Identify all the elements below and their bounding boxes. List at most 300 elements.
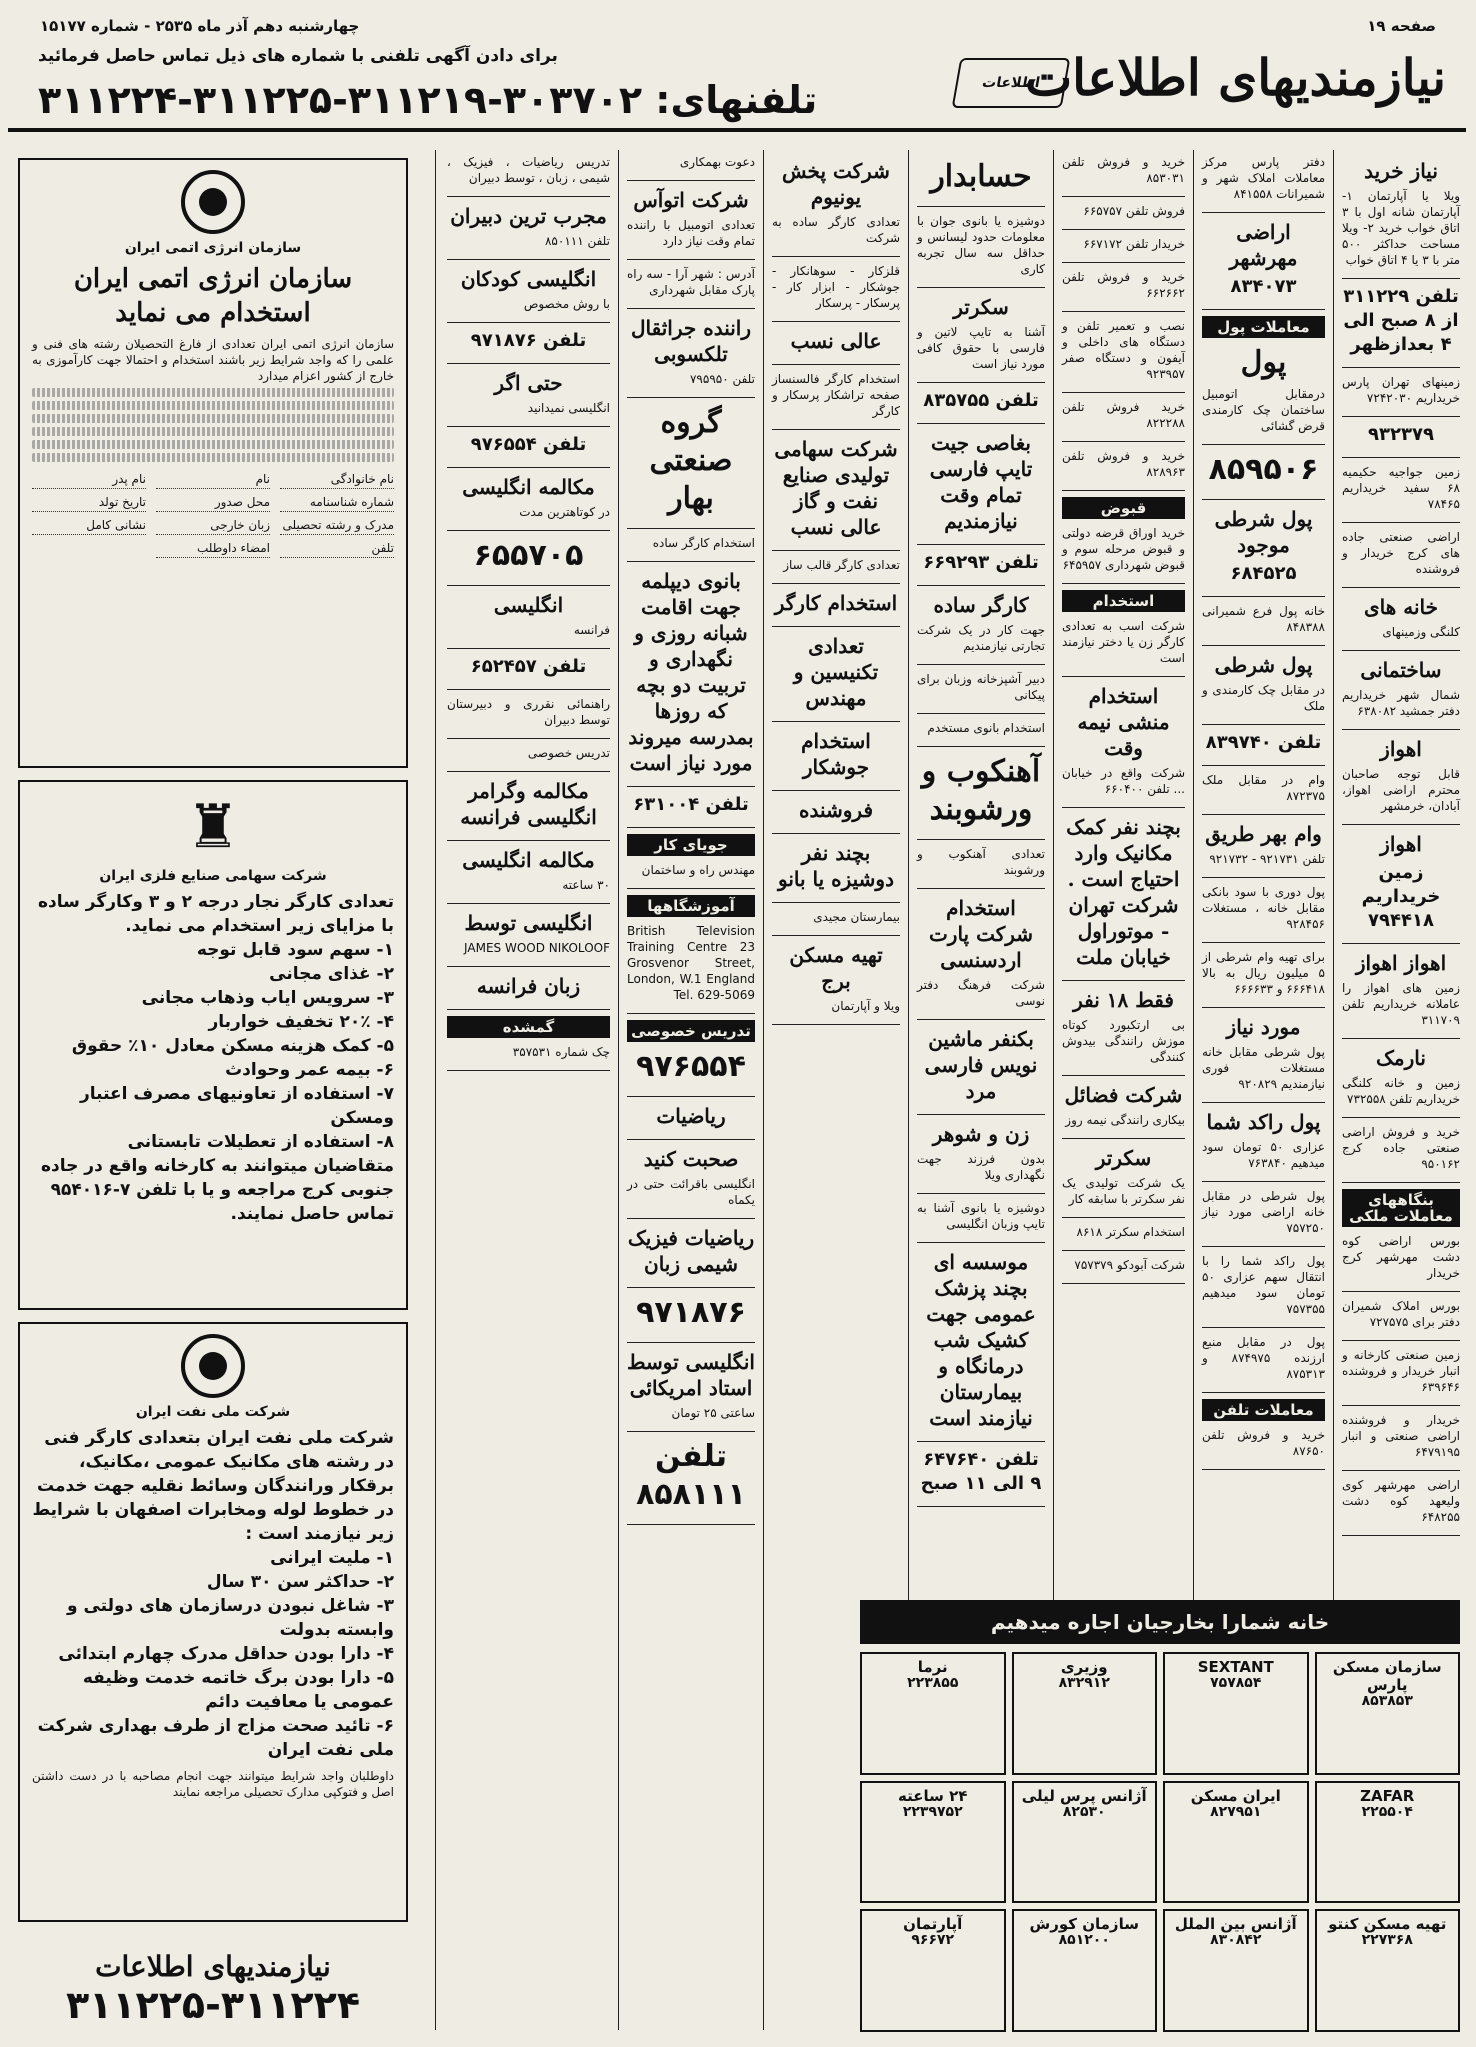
ad-text: دوشیزه یا بانوی آشنا به تایپ وزبان انگلیسی bbox=[917, 1201, 1045, 1231]
ad-heading: استخدام منشی نیمه وقت bbox=[1077, 684, 1170, 760]
ad-separator bbox=[772, 935, 900, 936]
ad-separator bbox=[1342, 1117, 1460, 1118]
classified-ad bbox=[447, 592, 610, 638]
ad-phone: تلفن ۸۳۵۷۵۵ bbox=[923, 390, 1039, 411]
agency-name: آژانس پرس لیلی bbox=[1021, 1786, 1147, 1805]
ad-heading: شرکت سهامی تولیدی صنایع نفت و گاز عالی نسب bbox=[774, 437, 898, 539]
ad-separator bbox=[917, 1114, 1045, 1115]
ad-heading: سکرتر bbox=[1095, 1146, 1152, 1170]
classified-ad bbox=[917, 1121, 1045, 1183]
classified-ad bbox=[772, 633, 900, 711]
ad-logo: عالی نسب bbox=[790, 329, 882, 353]
form-field-label: تاریخ تولد bbox=[32, 495, 146, 512]
classified-ad bbox=[1342, 657, 1460, 719]
ad-separator bbox=[447, 585, 610, 586]
ad-separator bbox=[772, 321, 900, 322]
ad-separator bbox=[1062, 1075, 1185, 1076]
ad-separator bbox=[1062, 1283, 1185, 1284]
ad-separator bbox=[1202, 724, 1325, 725]
ad-text: بدون فرزند جهت نگهداری ویلا bbox=[917, 1152, 1045, 1182]
classified-ad bbox=[917, 1448, 1045, 1496]
classified-ad bbox=[447, 1044, 610, 1060]
ad-text: خریدار تلفن ۶۶۷۱۷۲ bbox=[1083, 237, 1185, 251]
classified-ad bbox=[772, 436, 900, 540]
page-header-line bbox=[40, 14, 1436, 38]
ad-heading: انگلیسی کودکان bbox=[460, 267, 597, 291]
classified-ad bbox=[772, 942, 900, 1014]
classified-ad bbox=[1202, 1427, 1325, 1459]
ad-text: خرید فروش تلفن ۸۲۲۲۸۸ bbox=[1062, 400, 1185, 430]
ad-separator bbox=[1202, 309, 1325, 310]
ad-text: قلزکار - سوهانکار - جوشکار - ابزار کار - پرسکار - پرسکار bbox=[772, 264, 900, 310]
ad-separator bbox=[1062, 311, 1185, 312]
form-field-label: زبان خارجی bbox=[156, 518, 270, 535]
ad-separator bbox=[447, 196, 610, 197]
ad-separator bbox=[1342, 1291, 1460, 1292]
ad-text: زمین جواجیه حکیمیه ۶۸ سفید خریداریم ۷۸۴۶۵ bbox=[1342, 465, 1460, 511]
ad-text: زمین صنعتی کارخانه و انبار خریدار و فروشنده ۶۳۹۶۴۶ bbox=[1342, 1348, 1460, 1394]
metal-industries-ad bbox=[18, 780, 408, 1310]
ad-text: شرکت آبودکو ۷۵۷۳۷۹ bbox=[1074, 1258, 1185, 1272]
classified-ad bbox=[772, 263, 900, 311]
ad-separator bbox=[772, 550, 900, 551]
ad-text: JAMES WOOD NIKOLOOF bbox=[464, 941, 610, 955]
benefit-item: ۷- استفاده از تعاونیهای مصرف اعتبار ومسکن bbox=[79, 1084, 394, 1128]
benefit-item: ۳- سرویس ایاب وذهاب مجانی bbox=[141, 988, 394, 1008]
ad-separator bbox=[1342, 1038, 1460, 1039]
ad-heading: مکالمه وگرامر انگلیسی فرانسه bbox=[460, 779, 597, 829]
ad-separator bbox=[772, 256, 900, 257]
ad-text: ساعتی ۲۵ تومان bbox=[671, 1406, 755, 1420]
ad-separator bbox=[917, 1019, 1045, 1020]
ad-text: British Television Training Centre 23 Grosvenor Street, London, W.1 England Tel. 629-5069 bbox=[627, 924, 755, 1002]
ad-headline: سازمان انرژی اتمی ایران bbox=[73, 264, 353, 294]
ad-phone: ۹۷۱۸۷۶ bbox=[636, 1295, 746, 1330]
classified-ad bbox=[627, 1146, 755, 1208]
classified-ad bbox=[1062, 618, 1185, 666]
classified-ad bbox=[1062, 318, 1185, 382]
ad-text: قابل توجه صاحبان محترم اراضی اهواز، آبادان، خرمشهر bbox=[1342, 767, 1460, 813]
ad-separator bbox=[1062, 1138, 1185, 1139]
masthead-subtitle: برای دادن آگهی تلفنی با شماره های ذیل تماس حاصل فرمائید bbox=[38, 46, 558, 66]
ad-separator bbox=[1202, 212, 1325, 213]
ad-separator bbox=[1342, 729, 1460, 730]
ad-phone: ۶۸۴۵۲۵ bbox=[1230, 563, 1297, 584]
classified-ad bbox=[627, 266, 755, 298]
ad-heading: استخدام شرکت پارت اردسنسی bbox=[928, 896, 1034, 972]
ad-separator bbox=[1202, 1327, 1325, 1328]
ad-separator bbox=[1202, 499, 1325, 500]
agency-phone: ۸۵۳۸۵۳ bbox=[1361, 1693, 1413, 1709]
ad-heading: شرکت فضائل bbox=[1064, 1083, 1183, 1107]
form-field-label: محل صدور bbox=[156, 495, 270, 512]
classified-ad bbox=[1062, 987, 1185, 1065]
ad-separator bbox=[447, 771, 610, 772]
classified-ad bbox=[627, 535, 755, 551]
classified-ad bbox=[447, 154, 610, 186]
ad-outro: متقاضیان میتوانند به کارخانه واقع در جاده جنوبی کرج مراجعه و یا با تلفن ۷-۹۵۴۰۱۶ تماس حاصل نمایند. bbox=[40, 1156, 394, 1224]
ad-separator bbox=[1062, 980, 1185, 981]
ad-separator bbox=[772, 626, 900, 627]
ad-heading: زبان فرانسه bbox=[476, 974, 581, 998]
ad-body: سازمان انرژی اتمی ایران تعدادی از فارغ التحصیلان رشته های فنی و علمی را که واجد شرایط زیر باشند استخدام و احتمالا جهت کارآموزی به خارج از کشور اعزام میدارد bbox=[32, 337, 394, 383]
ad-heading: اهواز bbox=[1380, 832, 1422, 856]
ad-heading: صحبت کنید bbox=[643, 1147, 739, 1171]
classified-ad bbox=[1342, 1347, 1460, 1395]
ad-separator bbox=[447, 1009, 610, 1010]
national-oil-ad bbox=[18, 1322, 408, 1922]
ad-text: بورس اراضی کوه دشت مهرشهر کرج خریدار bbox=[1342, 1234, 1460, 1280]
ad-separator bbox=[1342, 522, 1460, 523]
ad-heading: پول bbox=[1240, 345, 1287, 380]
classified-ad bbox=[1062, 1224, 1185, 1240]
ad-heading: استخدام جوشکار bbox=[801, 729, 871, 779]
oil-company-emblem-icon bbox=[181, 1334, 245, 1398]
ad-text: پول دوری با سود بانکی مقابل خانه ، مستغلات ۹۲۸۴۵۶ bbox=[1202, 885, 1325, 931]
column-divider bbox=[763, 150, 764, 2030]
ad-separator bbox=[1342, 416, 1460, 417]
ad-heading: پول شرطی bbox=[1214, 653, 1313, 677]
ad-heading: فقط ۱۸ نفر bbox=[1073, 988, 1174, 1012]
classified-ad bbox=[772, 840, 900, 892]
benefits-list bbox=[32, 938, 394, 1154]
classified-ad bbox=[1202, 506, 1325, 586]
agency-name: ۲۴ ساعته bbox=[898, 1786, 968, 1805]
atomic-energy-emblem-icon bbox=[181, 170, 245, 234]
ad-separator bbox=[627, 1342, 755, 1343]
agency-name: تهیه مسکن کنتو bbox=[1328, 1915, 1447, 1934]
classified-ad bbox=[917, 1200, 1045, 1232]
ad-heading: نیاز خرید bbox=[1364, 159, 1438, 183]
ad-separator bbox=[447, 689, 610, 690]
ad-separator bbox=[1342, 1340, 1460, 1341]
ad-text: استخدام بانوی مستخدم bbox=[927, 721, 1045, 735]
section-title: قبوض bbox=[1062, 497, 1185, 519]
classified-ad bbox=[917, 389, 1045, 413]
ad-text: پول شرطی در مقابل خانه اراضی مورد نیاز ۷۵۷۲۵۰ bbox=[1202, 1189, 1325, 1235]
classified-ad bbox=[1202, 219, 1325, 299]
ad-heading: تعدادی تکنیسین و مهندس bbox=[793, 634, 879, 710]
ad-separator bbox=[447, 903, 610, 904]
form-field-label: نشانی کامل bbox=[32, 518, 146, 535]
ad-separator bbox=[917, 1441, 1045, 1442]
section-title: استخدام bbox=[1062, 590, 1185, 612]
ad-separator bbox=[772, 429, 900, 430]
ad-text: اراضی مهرشهر کوی ولیعهد کوه دشت ۶۴۸۲۵۵ bbox=[1342, 1478, 1460, 1524]
classified-ad bbox=[1062, 154, 1185, 186]
agency-ad bbox=[860, 1909, 1006, 2032]
ad-separator bbox=[1062, 392, 1185, 393]
ad-text: دفتر پارس مرکز معاملات املاک شهر و شمیرانات ۸۴۱۵۵۸ bbox=[1202, 155, 1325, 201]
form-field-label: شماره شناسنامه bbox=[280, 495, 394, 512]
classified-ad bbox=[447, 433, 610, 457]
ad-text: خرید و فروش اراضی صنعتی جاده کرج ۹۵۰۱۶۲ bbox=[1342, 1125, 1460, 1171]
ad-org: سازمان انرژی اتمی ایران bbox=[124, 240, 302, 256]
ad-heading: بغاصی جیت تایپ فارسی تمام وقت نیازمندیم bbox=[929, 431, 1033, 533]
classified-ad bbox=[1342, 1045, 1460, 1107]
agency-ad bbox=[1315, 1909, 1461, 2032]
benefit-item: ۴- ۲۰٪ تخفیف خواربار bbox=[208, 1012, 394, 1032]
benefit-item: ۵- کمک هزینه مسکن معادل ۱۰٪ حقوق bbox=[71, 1036, 394, 1056]
ad-separator bbox=[1062, 1250, 1185, 1251]
ad-separator bbox=[627, 528, 755, 529]
ad-heading: بکنفر ماشین نویس فارسی مرد bbox=[924, 1027, 1038, 1103]
ad-separator bbox=[917, 585, 1045, 586]
masthead bbox=[8, 40, 1466, 132]
classified-ad bbox=[1342, 1412, 1460, 1460]
ad-heading: ساختمانی bbox=[1360, 658, 1442, 682]
ad-separator bbox=[627, 1096, 755, 1097]
ad-text: تدریس خصوصی bbox=[527, 746, 610, 760]
ad-text: پول در مقابل منبع ارزنده ۸۷۴۹۷۵ و ۸۷۵۳۱۳ bbox=[1202, 1335, 1325, 1381]
classified-ad bbox=[627, 862, 755, 878]
masthead-phones: تلفنهای: ۳۰۳۷۰۲-۳۱۱۲۱۹-۳۱۱۲۲۵-۳۱۱۲۲۴ bbox=[38, 78, 818, 122]
ad-heading: اهواز اهواز bbox=[1355, 951, 1447, 975]
agency-phone: ۹۶۶۷۲ bbox=[911, 1932, 955, 1949]
column-divider bbox=[1333, 150, 1334, 1600]
classified-ad bbox=[772, 728, 900, 780]
column-divider bbox=[908, 150, 909, 1600]
ad-text: تعدادی کارگر ساده به شرکت bbox=[772, 215, 900, 245]
classified-ad bbox=[917, 895, 1045, 1009]
ad-separator bbox=[627, 308, 755, 309]
ad-phone: تلفن ۸۳۹۷۴۰ bbox=[1205, 732, 1322, 753]
agency-ad bbox=[860, 1652, 1006, 1775]
agency-name: سازمان مسکن پارس bbox=[1332, 1658, 1442, 1694]
ad-separator bbox=[917, 664, 1045, 665]
agency-ad bbox=[1315, 1652, 1461, 1775]
ad-text: چک شماره ۳۵۷۵۳۱ bbox=[512, 1045, 610, 1059]
ad-text: در مقابل چک کارمندی و ملک bbox=[1202, 683, 1325, 713]
ad-separator bbox=[917, 713, 1045, 714]
ad-separator bbox=[1202, 1007, 1325, 1008]
ad-text: زمینهای تهران پارس خریداریم ۷۲۴۲۰۳۰ bbox=[1342, 375, 1460, 405]
ad-separator bbox=[1342, 1182, 1460, 1183]
agency-ad bbox=[1163, 1909, 1309, 2032]
ad-heading: بانوی دیپلمه جهت اقامت شبانه روزی و نگهداری و تربیت دو بچه که روزها بمدرسه میروند مورد نیاز است bbox=[628, 569, 754, 775]
ad-separator bbox=[627, 1287, 755, 1288]
ad-heading: خانه های bbox=[1363, 595, 1438, 619]
ad-separator bbox=[1202, 444, 1325, 445]
ad-separator bbox=[1342, 1535, 1460, 1536]
ad-heading: نارمک bbox=[1376, 1046, 1426, 1070]
column-divider bbox=[618, 150, 619, 2030]
ad-text: بیکاری رانندگی نیمه روز bbox=[1065, 1113, 1185, 1127]
ad-heading: بچند نفر کمک مکانیک وارد احتیاج است . شرکت تهران - موتوراول خیابان ملت bbox=[1066, 815, 1181, 969]
classified-ad bbox=[447, 203, 610, 249]
agency-ads-grid bbox=[860, 1652, 1460, 2032]
ad-outro: داوطلبان واجد شرایط میتوانند جهت انجام مصاحبه با در دست داشتن اصل و فتوکپی مدارک تحصیلی مراجعه نمایند bbox=[32, 1769, 394, 1799]
agency-name: ZAFAR bbox=[1360, 1786, 1415, 1805]
ad-text: استخدام کارگر ساده bbox=[652, 536, 755, 550]
ad-phone: تلفن ۹۷۱۸۷۶ bbox=[470, 330, 587, 351]
ad-text: استخدام سکرتر ۸۶۱۸ bbox=[1076, 1225, 1185, 1239]
classified-ad bbox=[627, 1438, 755, 1514]
housing-banner: خانه شمارا بخارجیان اجاره میدهیم bbox=[860, 1600, 1460, 1644]
ad-heading: انگلیسی bbox=[493, 593, 564, 617]
ad-heading: مکالمه انگلیسی bbox=[462, 848, 595, 872]
classified-ad bbox=[447, 745, 610, 761]
ad-separator bbox=[917, 839, 1045, 840]
ad-phone: ۶۵۵۷۰۵ bbox=[473, 538, 584, 573]
column-7 bbox=[441, 150, 616, 2030]
classified-ad bbox=[1202, 1334, 1325, 1382]
ad-separator bbox=[627, 397, 755, 398]
classified-ad bbox=[627, 315, 755, 387]
section-title: معاملات تلفن bbox=[1202, 1399, 1325, 1421]
ad-separator bbox=[447, 426, 610, 427]
classified-ad bbox=[1062, 1145, 1185, 1207]
ad-heading: حتی اگر bbox=[494, 371, 563, 395]
requirements-list bbox=[32, 1546, 394, 1762]
ad-text: ویلا یا آپارتمان ۱- آپارتمان شانه اول با ۳ اتاق خواب خرید ۲- ویلا مساحت حداکثر ۵۰۰ متر با ۳ یا ۴ اتاق خواب bbox=[1342, 189, 1460, 267]
ad-heading: مورد نیاز bbox=[1226, 1015, 1301, 1039]
ad-text: ۳۰ ساعته bbox=[562, 878, 610, 892]
ad-text: بورس املاک شمیران دفتر برای ۷۲۷۵۷۵ bbox=[1342, 1299, 1460, 1329]
classified-ad bbox=[1062, 448, 1185, 480]
agency-ad bbox=[1012, 1781, 1158, 1904]
classified-ad bbox=[447, 474, 610, 520]
ad-text: در کوتاهترین مدت bbox=[519, 505, 610, 519]
column-divider bbox=[1193, 150, 1194, 1600]
classified-ad bbox=[1342, 374, 1460, 406]
ad-separator bbox=[1202, 1469, 1325, 1470]
classified-ad bbox=[627, 923, 755, 1003]
ad-separator bbox=[1342, 278, 1460, 279]
classified-ad bbox=[1202, 154, 1325, 202]
ad-separator bbox=[917, 746, 1045, 747]
ad-text: فرانسه bbox=[573, 623, 610, 637]
classified-ad bbox=[917, 294, 1045, 372]
classified-ad bbox=[1342, 1477, 1460, 1525]
footer-phones: ۳۱۱۲۲۵-۳۱۱۲۲۴ bbox=[65, 1983, 361, 2027]
ad-text: زمین های اهواز را عاملانه خریداریم تلفن ۳۱۱۷۰۹ bbox=[1342, 981, 1460, 1027]
ad-separator bbox=[1342, 1405, 1460, 1406]
ad-text: تعدادی آهنکوب و ورشوبند bbox=[917, 847, 1045, 877]
ad-text: پول شرطی مقابل خانه مستغلات فوری نیازمندیم ۹۲۰۸۲۹ bbox=[1202, 1045, 1325, 1091]
ad-headline-2: استخدام می نماید bbox=[115, 298, 311, 328]
ad-separator bbox=[917, 206, 1045, 207]
classified-ad bbox=[447, 847, 610, 893]
ad-heading: کارگر ساده bbox=[933, 593, 1029, 617]
agency-name: SEXTANT bbox=[1197, 1658, 1274, 1676]
ad-heading: ریاضیات فیزیک شیمی زبان bbox=[627, 1226, 755, 1276]
column-3 bbox=[1056, 150, 1191, 1600]
classified-ad bbox=[917, 753, 1045, 829]
classified-ad bbox=[1062, 399, 1185, 431]
ad-phone: ۹۳۲۳۷۹ bbox=[1368, 424, 1434, 445]
classified-ad bbox=[772, 909, 900, 925]
ad-text: تلفن ۹۲۱۷۳۱ - ۹۲۱۷۳۲ bbox=[1209, 852, 1325, 866]
classified-ad bbox=[627, 1048, 755, 1086]
ad-heading: زن و شوهر bbox=[932, 1122, 1030, 1146]
agency-name: ایران مسکن bbox=[1190, 1786, 1281, 1805]
ad-separator bbox=[447, 467, 610, 468]
form-field-label: امضاء داوطلب bbox=[156, 541, 270, 558]
classified-ad bbox=[917, 592, 1045, 654]
form-field-label: نام خانوادگی bbox=[280, 472, 394, 489]
ad-text: استخدام کارگر فالسنساز صفحه تراشکار پرسکار و کارگر bbox=[772, 372, 900, 418]
ad-text: خرید اوراق قرضه دولتی و قبوض مرحله سوم و قبوض شهرداری ۶۴۵۹۵۷ bbox=[1062, 526, 1185, 572]
ad-phone: تلفن ۹۷۶۵۵۴ bbox=[470, 434, 587, 455]
ad-separator bbox=[772, 583, 900, 584]
ad-text: فروش تلفن ۶۶۵۷۵۷ bbox=[1083, 204, 1185, 218]
ad-text: یک شرکت تولیدی یک نفر سکرتر با سابقه کار bbox=[1062, 1176, 1185, 1206]
ad-separator bbox=[1342, 943, 1460, 944]
ad-separator bbox=[447, 648, 610, 649]
ad-text: تلفن ۸۵۰۱۱۱ bbox=[544, 234, 610, 248]
ad-heading: سکرتر bbox=[953, 295, 1009, 319]
ad-separator bbox=[917, 1506, 1045, 1507]
ad-separator bbox=[627, 259, 755, 260]
ad-text: خرید و فروش تلفن ۸۷۶۵۰ bbox=[1202, 1428, 1325, 1458]
agency-phone: ۲۲۷۳۶۸ bbox=[1361, 1932, 1413, 1949]
classified-ad bbox=[447, 910, 610, 956]
classified-ad bbox=[917, 213, 1045, 277]
application-form bbox=[32, 472, 394, 558]
form-field-label: مدرک و رشته تحصیلی bbox=[280, 518, 394, 535]
classified-ad bbox=[447, 778, 610, 830]
ad-intro: شرکت ملی نفت ایران بتعدادی کارگر فنی در رشته های مکانیک عمومی ،مکانیک، برقکار ورانندگان وسائط نقلیه جهت خدمت در خطوط لوله ومخابرات اصفهان با شرایط زیر نیازمند است : bbox=[32, 1428, 394, 1544]
classified-ad bbox=[1342, 950, 1460, 1028]
lion-emblem-icon: ♜ bbox=[186, 792, 240, 862]
classified-ad bbox=[1342, 464, 1460, 512]
classified-ad bbox=[1202, 1188, 1325, 1236]
classified-ad bbox=[447, 655, 610, 679]
classified-ad bbox=[627, 1294, 755, 1332]
classified-ad bbox=[1342, 594, 1460, 640]
ad-text: نصب و تعمیر تلفن و دستگاه های داخلی و آیفون و دستگاه صفر ۹۲۳۹۵۷ bbox=[1062, 319, 1185, 381]
ad-text: کلنگی وزمینهای bbox=[1382, 625, 1460, 639]
requirement-item: ۱- ملیت ایرانی bbox=[270, 1548, 394, 1568]
ad-separator bbox=[917, 1242, 1045, 1243]
agency-ad bbox=[1012, 1652, 1158, 1775]
column-6 bbox=[621, 150, 761, 2030]
agency-name: سازمان کورش bbox=[1029, 1915, 1139, 1934]
ad-separator bbox=[1202, 1246, 1325, 1247]
section-title: گمشده bbox=[447, 1016, 610, 1038]
ad-text: دعوت بهمکاری bbox=[679, 155, 755, 169]
ad-phone: ۸۵۹۵۰۶ bbox=[1208, 452, 1319, 487]
ad-separator bbox=[1202, 942, 1325, 943]
ad-separator bbox=[627, 561, 755, 562]
ad-text: شمال شهر خریداریم دفتر جمشید ۶۳۸۰۸۲ bbox=[1342, 688, 1460, 718]
classified-ad bbox=[1342, 831, 1460, 933]
ad-org: شرکت ملی نفت ایران bbox=[135, 1404, 291, 1420]
agency-phone: ۸۵۱۲۰۰ bbox=[1058, 1932, 1110, 1949]
classified-ad bbox=[917, 720, 1045, 736]
classified-ad bbox=[627, 154, 755, 170]
ad-separator bbox=[1202, 765, 1325, 766]
form-field-label: نام bbox=[156, 472, 270, 489]
classified-ad bbox=[917, 671, 1045, 703]
ad-text: وام در مقابل ملک ۸۷۲۳۷۵ bbox=[1202, 773, 1325, 803]
ad-separator bbox=[1342, 587, 1460, 588]
classified-ad bbox=[627, 793, 755, 817]
ad-separator bbox=[447, 738, 610, 739]
ad-separator bbox=[772, 721, 900, 722]
classified-ad bbox=[917, 1249, 1045, 1431]
ad-separator bbox=[447, 840, 610, 841]
requirement-item: ۶- تائید صحت مزاج از طرف بهداری شرکت ملی نفت ایران bbox=[37, 1716, 394, 1760]
classified-ad bbox=[772, 557, 900, 573]
classified-ad bbox=[1342, 158, 1460, 268]
ad-text: انگلیسی باقرائت حتی در یکماه bbox=[627, 1177, 755, 1207]
classified-ad bbox=[917, 846, 1045, 878]
benefit-item: ۸- استفاده از تعطیلات تابستانی bbox=[127, 1132, 394, 1152]
ad-separator bbox=[1202, 1102, 1325, 1103]
masthead-logo: اطلاعات bbox=[952, 58, 1071, 108]
